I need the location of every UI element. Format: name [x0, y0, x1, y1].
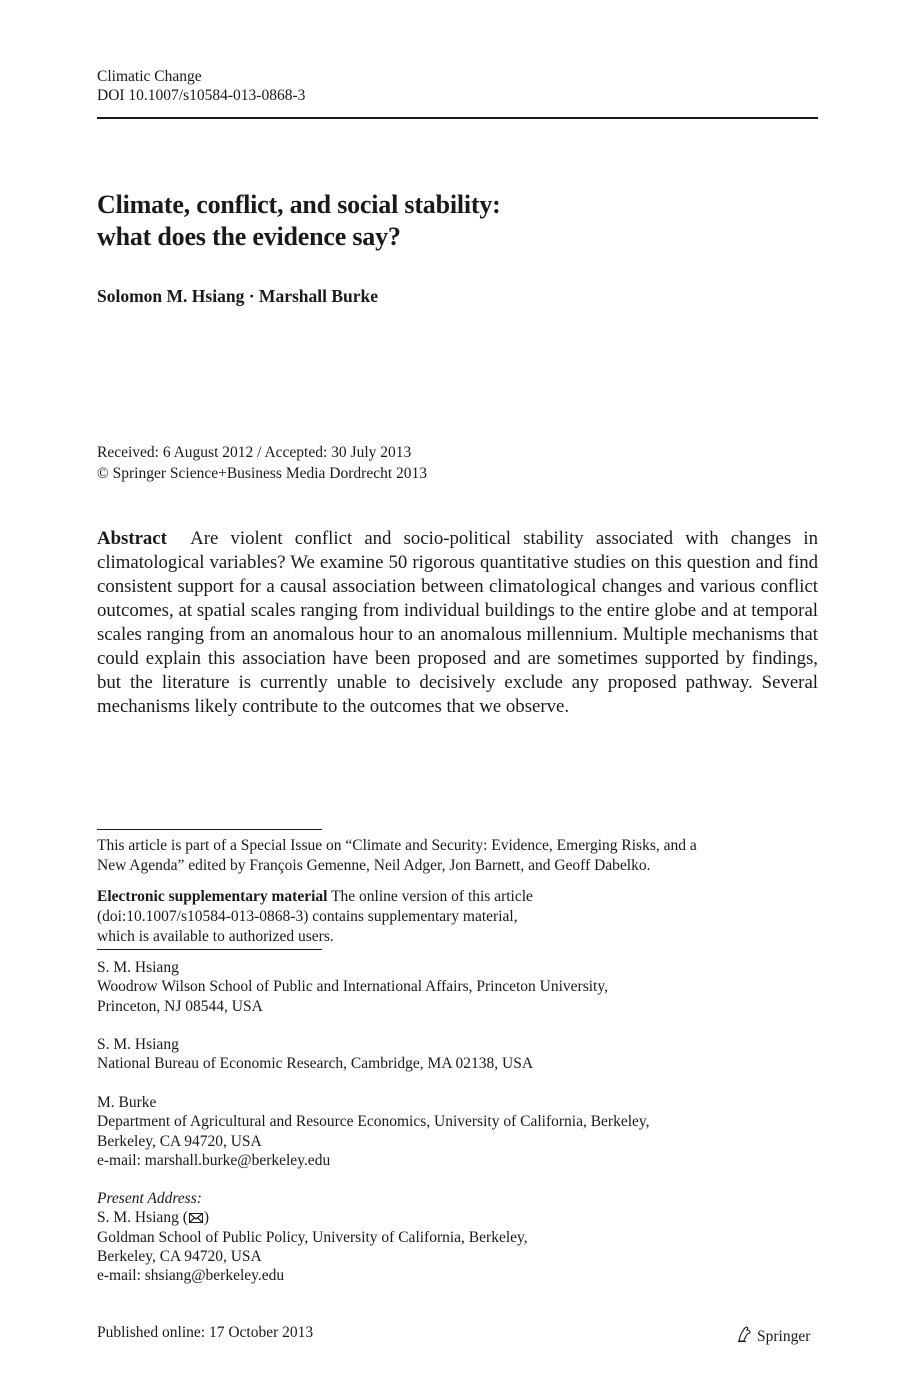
affiliation-line: Princeton, NJ 08544, USA [97, 997, 263, 1015]
affiliation-1 [97, 958, 608, 1016]
envelope-icon [189, 1213, 203, 1223]
affiliation-email[interactable]: e-mail: marshall.burke@berkeley.edu [97, 1151, 331, 1169]
affiliation-2 [97, 1035, 533, 1074]
supplementary-line-1: The online version of this article [331, 888, 533, 905]
publisher-logo [736, 1325, 810, 1348]
header-rule [97, 117, 818, 119]
special-issue-line-2: New Agenda” edited by François Gemenne, Neil Adger, Jon Barnett, and Geoff Dabelko. [97, 857, 651, 874]
doi: DOI 10.1007/s10584-013-0868-3 [97, 87, 306, 104]
author-2: Marshall Burke [258, 286, 379, 306]
supplementary-line-3: which is available to authorized users. [97, 928, 334, 945]
received-accepted: Received: 6 August 2012 / Accepted: 30 July 2013 [97, 444, 412, 461]
affiliation-line: Woodrow Wilson School of Public and International Affairs, Princeton University, [97, 978, 608, 996]
article-dates [97, 443, 427, 484]
present-address: Present Address: S. M. Hsiang ( ) Goldman School of Public Policy, University of California, Berkeley, Berkeley, CA 94720, USA e-mail: shsiang@berkeley.edu [97, 1190, 528, 1285]
supplementary-note [97, 887, 533, 947]
affiliation-line: Department of Agricultural and Resource Economics, University of California, Berkeley, [97, 1113, 650, 1131]
affiliation-name: M. Burke [97, 1094, 157, 1111]
special-issue-note [97, 836, 697, 876]
published-online: Published online: 17 October 2013 [97, 1324, 314, 1341]
present-address-line: Berkeley, CA 94720, USA [97, 1247, 262, 1265]
affiliation-name: S. M. Hsiang [97, 1036, 179, 1053]
special-issue-line-1: This article is part of a Special Issue on “Climate and Security: Evidence, Emerging Risks, and a [97, 837, 697, 854]
abstract [97, 527, 818, 719]
present-address-name: S. M. Hsiang [97, 1209, 179, 1227]
author-1: Solomon M. Hsiang [97, 286, 245, 306]
abstract-text: Are violent conflict and socio-political stability associated with changes in climatological variables? We examine 50 rigorous quantitative studies on this question and find consistent support for a causal association between climatological changes and various conflict outcomes, at spatial scales ranging from individual buildings to the entire globe and at temporal scales ranging from an anomalous hour to an anomalous millennium. Multiple mechanisms that could explain this association have been proposed and are sometimes supported by findings, but the literature is currently unable to decisively exclude any proposed pathway. Several mechanisms likely contribute to the outcomes that we observe. [97, 528, 818, 717]
affiliation-3 [97, 1093, 650, 1170]
springer-horse-icon [736, 1325, 754, 1348]
supplementary-line-2: (doi:10.1007/s10584-013-0868-3) contains supplementary material, [97, 908, 518, 925]
author-list [97, 286, 378, 307]
journal-name: Climatic Change [97, 68, 202, 85]
present-address-line: Goldman School of Public Policy, University of California, Berkeley, [97, 1228, 528, 1246]
copyright: © Springer Science+Business Media Dordrecht 2013 [97, 464, 428, 482]
title-line-1: Climate, conflict, and social stability: [97, 190, 501, 219]
title-line-2: what does the evidence say? [97, 222, 401, 251]
affiliation-name: S. M. Hsiang [97, 959, 179, 976]
author-separator: · [248, 286, 255, 306]
footnote-rule-2 [97, 949, 322, 950]
journal-header [97, 67, 305, 105]
publisher-name: Springer [757, 1327, 811, 1345]
affiliation-line: Berkeley, CA 94720, USA [97, 1132, 262, 1150]
affiliation-line: National Bureau of Economic Research, Cambridge, MA 02138, USA [97, 1055, 534, 1073]
abstract-heading: Abstract [97, 528, 167, 549]
footnote-rule-1 [97, 829, 322, 830]
present-address-label: Present Address: [97, 1190, 202, 1207]
supplementary-heading: Electronic supplementary material [97, 888, 328, 905]
article-title [97, 189, 501, 253]
present-address-email[interactable]: e-mail: shsiang@berkeley.edu [97, 1267, 285, 1285]
